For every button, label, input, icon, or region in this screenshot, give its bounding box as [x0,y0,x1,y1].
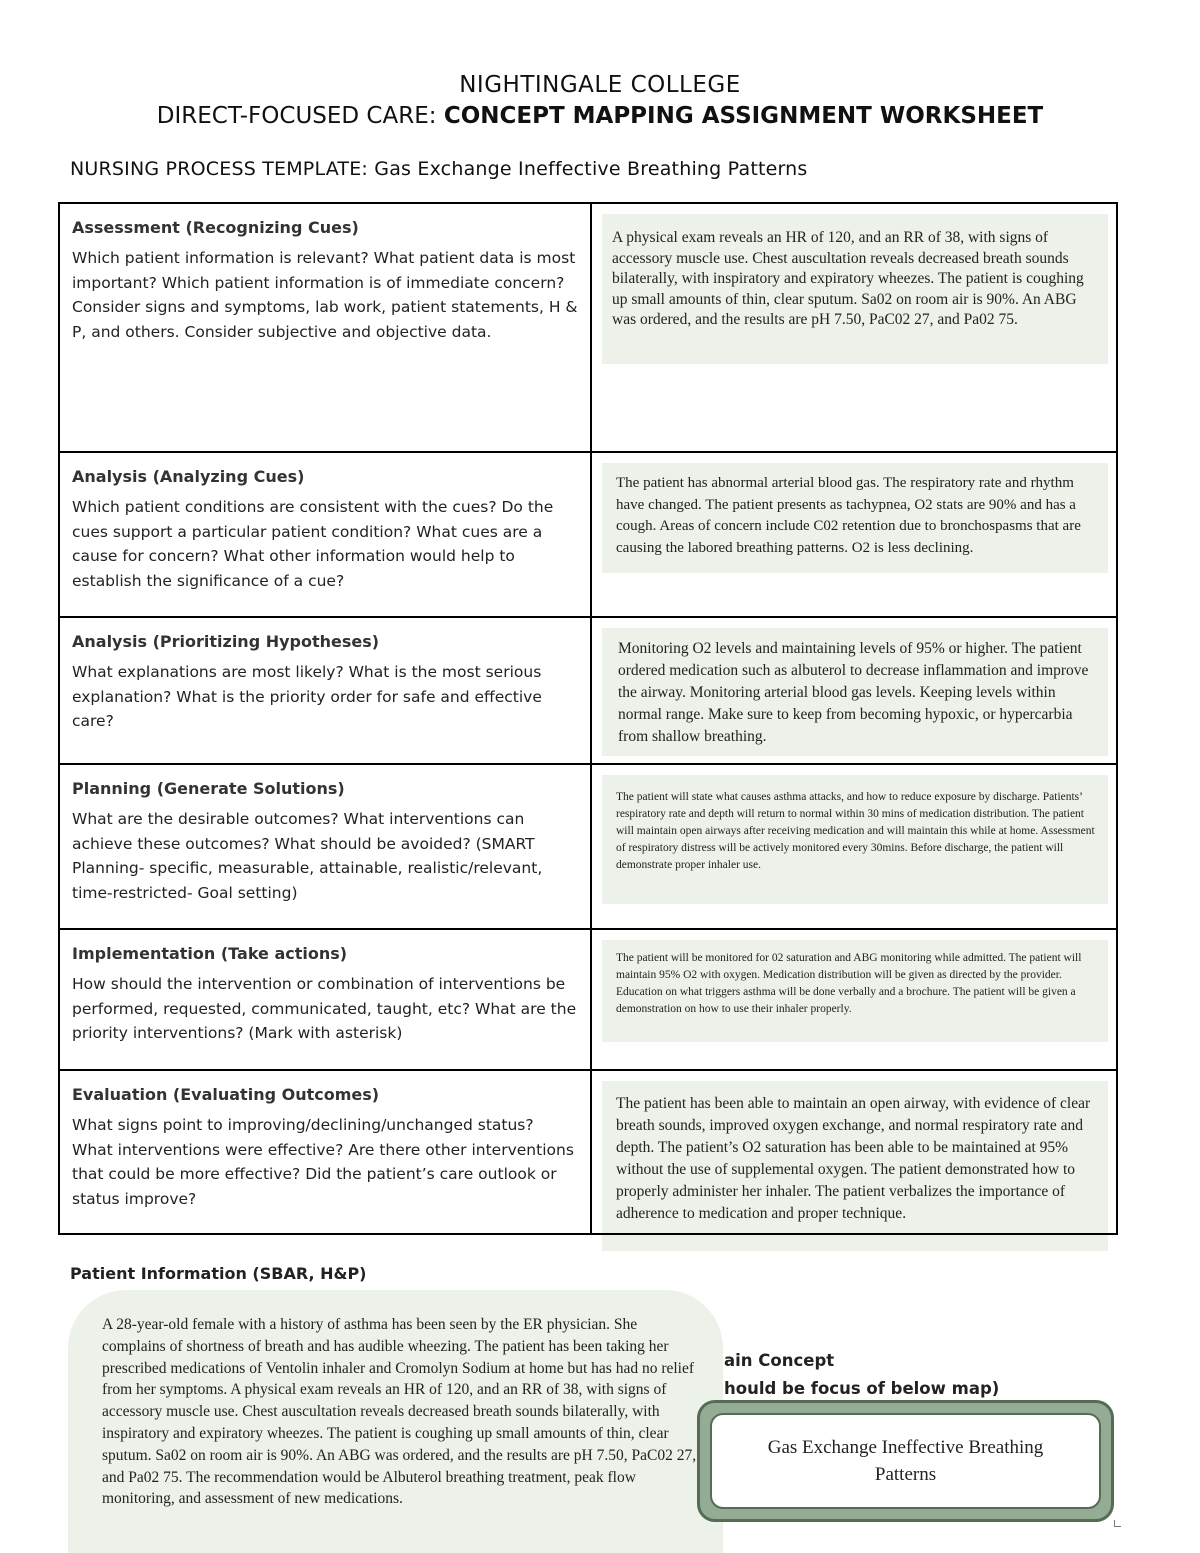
answer-text[interactable]: The patient has abnormal arterial blood gas. The respiratory rate and rhythm have changed. The patient presents as tachypnea, O2 stats are 90% and has a cough. Areas of concern include C02 retention due to bronchospasms that are causing the labored breathing patterns. O2 is less declining. [602,463,1108,573]
answer-text[interactable]: The patient will be monitored for 02 saturation and ABG monitoring while admitted. The patient will maintain 95% O2 with oxygen. Medication distribution will be given as directed by the provider. Education on what triggers asthma will be done verbally and a brochure. The patient will be given a demonstration on how to use their inhaler properly. [602,940,1108,1042]
table-row [59,617,1117,764]
page-corner-mark [1114,1520,1121,1527]
row-question: What are the desirable outcomes? What interventions can achieve these outcomes? What should be avoided? (SMART Planning- specific, measurable, attainable, realistic/relevant, time-restricted- Goal setting) [72,810,543,902]
answer-cell [591,1070,1117,1234]
table-row [59,1070,1117,1234]
row-question: Which patient conditions are consistent with the cues? Do the cues support a particular patient condition? What cues are a cause for concern? What other information would help to establish the significance of a cue? [72,498,554,590]
table-row [59,764,1117,929]
answer-text[interactable]: The patient has been able to maintain an open airway, with evidence of clear breath sounds, improved oxygen exchange, and normal respiratory rate and depth. The patient’s O2 saturation has been able to be maintained at 95% without the use of supplemental oxygen. The patient demonstrated how to properly administer her inhaler. The patient verbalizes the importance of adherence to medication and proper technique. [602,1081,1108,1251]
answer-text[interactable]: A physical exam reveals an HR of 120, and an RR of 38, with signs of accessory muscle use. Chest auscultation reveals decreased breath sounds bilaterally, with inspiratory and expiratory wheezes. The patient is coughing up small amounts of thin, clear sputum. Sa02 on room air is 90%. An ABG was ordered, and the results are pH 7.50, PaC02 27, and Pa02 75. [602,214,1108,364]
row-heading: Evaluation (Evaluating Outcomes) [72,1085,380,1104]
row-question: What signs point to improving/declining/unchanged status? What interventions were effective? Are there other interventions that could be more effective? Did the patient’s care outlook or status improve? [72,1116,574,1208]
main-concept-box [697,1400,1114,1522]
patient-info-label: Patient Information (SBAR, H&P) [70,1264,367,1283]
table-row [59,929,1117,1070]
row-heading: Planning (Generate Solutions) [72,779,345,798]
table-row [59,203,1117,452]
prompt-cell [59,929,591,1070]
answer-text[interactable]: The patient will state what causes asthma attacks, and how to reduce exposure by discharge. Patients’ respiratory rate and depth will return to normal within 30 mins of medication distribution. The patient will maintain open airways after receiving medication and will maintain this while at home. Assessment of respiratory distress will be actively monitored every 30mins. Before discharge, the patient will demonstrate proper inhaler use. [602,775,1108,904]
row-question: What explanations are most likely? What is the most serious explanation? What is the priority order for safe and effective care? [72,663,542,730]
prompt-cell [59,452,591,617]
answer-cell [591,617,1117,764]
prompt-cell [59,1070,591,1234]
answer-cell [591,452,1117,617]
patient-info-text[interactable]: A 28-year-old female with a history of asthma has been seen by the ER physician. She complains of shortness of breath and has audible wheezing. The patient has been taking her prescribed medications of Ventolin inhaler and Cromolyn Sodium at home but has had no relief from her symptoms. A physical exam reveals an HR of 120, and an RR of 38, with signs of accessory muscle use. Chest auscultation reveals decreased breath sounds bilaterally, with inspiratory and expiratory wheezes. The patient is coughing up small amounts of thin, clear sputum. Sa02 on room air is 90%. An ABG was ordered, and the results are pH 7.50, PaC02 27, and Pa02 75. The recommendation would be Albuterol breathing treatment, peak flow monitoring, and assessment of new medications. [102,1316,697,1508]
main-concept-text[interactable]: Gas Exchange Ineffective Breathing Patterns [710,1413,1101,1509]
answer-cell [591,764,1117,929]
patient-info-box [68,1290,723,1553]
row-heading: Assessment (Recognizing Cues) [72,218,359,237]
row-heading: Analysis (Prioritizing Hypotheses) [72,632,380,651]
main-concept-label-line1: ain Concept [724,1351,835,1370]
row-question: Which patient information is relevant? What patient data is most important? Which patient information is of immediate concern? Consider signs and symptoms, lab work, patient statements, H & P, and others. Consider subjective and objective data. [72,249,578,341]
nursing-process-table [58,202,1118,1235]
main-concept-label-line2: hould be focus of below map) [724,1379,1000,1398]
worksheet-title [0,100,1200,132]
title-bold: CONCEPT MAPPING ASSIGNMENT WORKSHEET [443,103,1044,129]
prompt-cell [59,764,591,929]
answer-cell [591,203,1117,452]
prompt-cell [59,203,591,452]
row-heading: Analysis (Analyzing Cues) [72,467,305,486]
table-row [59,452,1117,617]
answer-cell [591,929,1117,1070]
row-question: How should the intervention or combination of interventions be performed, requested, communicated, taught, etc? What are the priority interventions? (Mark with asterisk) [72,975,577,1042]
college-name: NIGHTINGALE COLLEGE [459,72,741,98]
title-prefix: DIRECT-FOCUSED CARE: [156,103,444,129]
worksheet-header [0,70,1200,132]
main-concept-label [724,1347,999,1403]
prompt-cell [59,617,591,764]
nursing-process-template-line: NURSING PROCESS TEMPLATE: Gas Exchange Ineffective Breathing Patterns [70,158,808,180]
row-heading: Implementation (Take actions) [72,944,348,963]
answer-text[interactable]: Monitoring O2 levels and maintaining levels of 95% or higher. The patient ordered medication such as albuterol to decrease inflammation and improve the airway. Monitoring arterial blood gas levels. Keeping levels within normal range. Make sure to keep from becoming hypoxic, or hypercarbia from shallow breathing. [602,628,1108,756]
